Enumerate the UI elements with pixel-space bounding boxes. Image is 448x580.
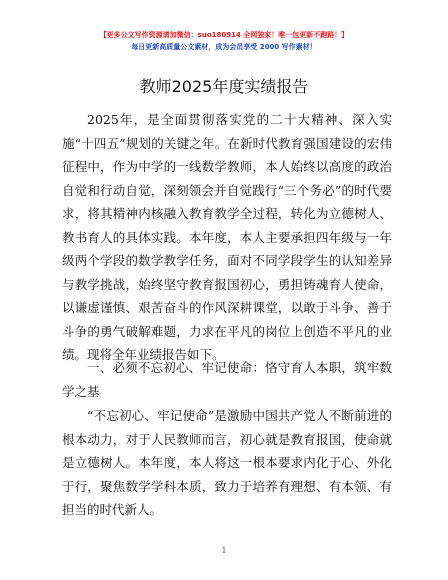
intro-paragraph-block [62, 108, 392, 367]
document-title: 教师2025年度实绩报告 [139, 77, 309, 96]
section-paragraph-1: “不忘初心、牢记使命”是激励中国共产党人不断前进的根本动力，对于人民教师而言，初心就是教育报国，使命就是立德树人。本年度，本人将这一根本要求内化于心、外化于行，聚焦数学学科本质，致力于培养有理想、有本领、有担当的时代新人。 [62, 408, 392, 517]
section-heading-1: 一、必须不忘初心、牢记使命：恪守育人本职，筑牢数学之基 [62, 360, 392, 399]
section-paragraph-block [62, 404, 392, 522]
intro-paragraph: 2025年，是全面贯彻落实党的二十大精神、深入实施“十四五”规划的关键之年。在新时代教育强国建设的宏伟征程中，作为中学的一线数学教师，本人始终以高度的政治自觉和行动自觉，深刻领会并自觉践行“三个务必”的时代要求，将其精神内核融入教育教学全过程，转化为立德树人、教书育人的具体实践。本年度，本人主要承担四年级与一年级两个学段的数学教学任务，面对不同学段学生的认知差异与教学挑战，始终坚守教育报国初心，勇担铸魂育人使命，以谦虚谨慎、艰苦奋斗的作风深耕课堂，以敢于斗争、善于斗争的勇气破解难题，力求在平凡的岗位上创造不平凡的业绩。现将全年业绩报告如下。 [62, 112, 392, 362]
page-number: 1 [221, 546, 227, 555]
promo-banner [0, 30, 448, 52]
section-heading-block [62, 356, 392, 403]
promo-banner-line-2: 每日更新高质量公文素材，成为会员享受 2000 写作素材！ [131, 43, 317, 51]
promo-banner-line-1: 【更多公文写作资源请加微信：suo180914 全网独家！唯一包更新不跑路！】 [99, 31, 349, 39]
